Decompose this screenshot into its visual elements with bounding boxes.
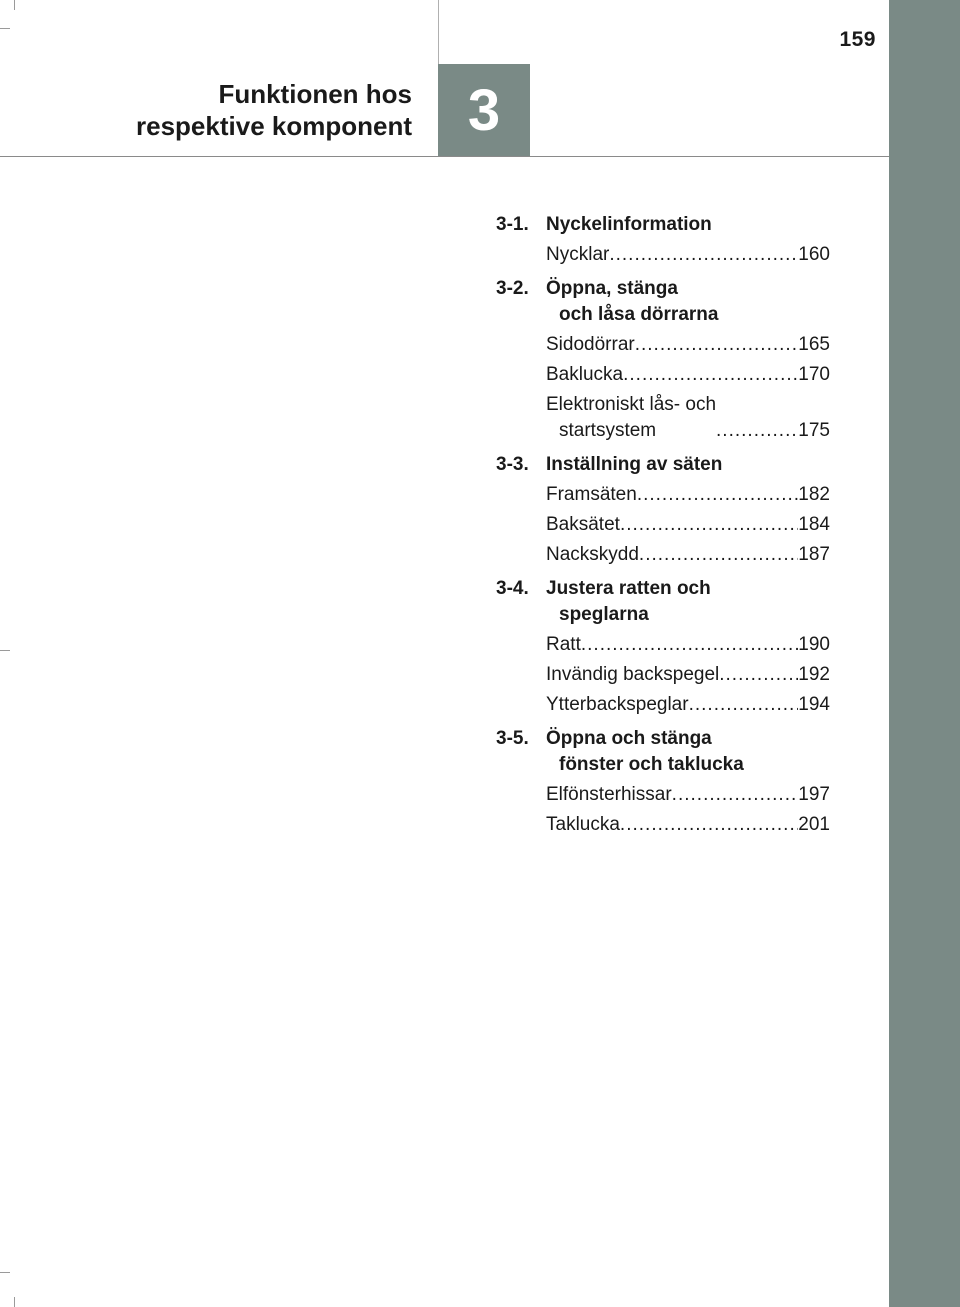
toc-entry-title xyxy=(546,482,637,508)
toc-section-title xyxy=(546,276,830,328)
toc-entry[interactable] xyxy=(546,632,830,658)
toc-entry-title xyxy=(546,662,719,688)
toc-leader-dots xyxy=(620,512,798,538)
crop-mark xyxy=(0,1272,10,1273)
toc-section xyxy=(496,212,830,238)
chapter-title-line: Funktionen hos xyxy=(218,79,412,109)
toc-entry-title-line: Framsäten xyxy=(546,484,637,505)
toc-section-title xyxy=(546,726,830,778)
toc-leader-dots xyxy=(637,482,798,508)
toc-page-number: 201 xyxy=(798,814,830,835)
toc-entry[interactable] xyxy=(546,542,830,568)
toc-section xyxy=(496,726,830,778)
page-number: 159 xyxy=(839,28,876,51)
toc-entry-title xyxy=(546,542,639,568)
toc-page-number: 194 xyxy=(798,694,830,715)
toc-entry-title-line: Invändig backspegel xyxy=(546,664,720,685)
chapter-title xyxy=(136,78,412,142)
toc-page-number: 160 xyxy=(798,244,830,265)
toc-leader-dots xyxy=(639,542,798,568)
toc-entry[interactable] xyxy=(546,662,830,688)
toc-page-number: 187 xyxy=(798,544,830,565)
toc-section-number: 3-4. xyxy=(496,578,529,599)
toc-section-title xyxy=(546,452,830,478)
toc-section-title-line: Inställning av säten xyxy=(546,454,723,475)
toc-entry[interactable] xyxy=(546,512,830,538)
toc-section-title-line: och låsa dörrarna xyxy=(559,304,719,325)
toc-entry[interactable] xyxy=(546,242,830,268)
toc-leader-dots xyxy=(581,632,798,658)
toc-leader-dots xyxy=(716,418,798,444)
toc-section xyxy=(496,276,830,328)
toc-entry-title xyxy=(546,392,716,444)
toc-entry-title-line: Nycklar xyxy=(546,244,610,265)
toc-leader-dots xyxy=(672,782,799,808)
toc-entry-title xyxy=(546,332,635,358)
toc-page-number: 175 xyxy=(798,420,830,441)
toc-section-number: 3-5. xyxy=(496,728,529,749)
toc-entry[interactable] xyxy=(546,692,830,718)
toc-page-number: 192 xyxy=(798,664,830,685)
toc-leader-dots xyxy=(623,362,798,388)
chapter-side-tab xyxy=(889,0,960,1307)
toc-page-number: 170 xyxy=(798,364,830,385)
toc-page-number: 197 xyxy=(798,784,830,805)
toc-entry-title xyxy=(546,782,672,808)
toc-leader-dots xyxy=(689,692,799,718)
toc-leader-dots xyxy=(635,332,799,358)
toc-leader-dots xyxy=(719,662,798,688)
toc-entry[interactable] xyxy=(546,332,830,358)
toc-entry[interactable] xyxy=(546,812,830,838)
toc-entry-title-line: Elektroniskt lås- och xyxy=(546,394,717,415)
crop-mark xyxy=(14,0,15,10)
crop-mark xyxy=(14,1297,15,1307)
toc-entry-title-line: startsystem xyxy=(559,420,657,441)
toc-page-number: 190 xyxy=(798,634,830,655)
toc-entry-title xyxy=(546,632,581,658)
toc-section-title-line: Öppna och stänga xyxy=(546,728,712,749)
toc-section-title xyxy=(546,212,830,238)
toc-entry-title-line: Nackskydd xyxy=(546,544,639,565)
toc-entry[interactable] xyxy=(546,782,830,808)
toc-section-title-line: Nyckelinformation xyxy=(546,214,712,235)
toc-section-title-line: Öppna, stänga xyxy=(546,278,678,299)
toc-entry-title xyxy=(546,692,689,718)
toc-page-number: 184 xyxy=(798,514,830,535)
header-divider-horizontal xyxy=(0,156,889,157)
toc-leader-dots xyxy=(620,812,798,838)
chapter-title-line: respektive komponent xyxy=(136,111,412,141)
toc-section-number: 3-2. xyxy=(496,278,529,299)
toc-section-title xyxy=(546,576,830,628)
toc-entry-title xyxy=(546,512,620,538)
toc-entry-title-line: Elfönsterhissar xyxy=(546,784,672,805)
table-of-contents xyxy=(496,212,830,838)
toc-entry-title-line: Ytterbackspeglar xyxy=(546,694,689,715)
toc-section-title-line: Justera ratten och xyxy=(546,578,711,599)
toc-entry[interactable] xyxy=(546,362,830,388)
toc-leader-dots xyxy=(609,242,798,268)
toc-entry-title-line: Ratt xyxy=(546,634,581,655)
toc-section-number: 3-1. xyxy=(496,214,529,235)
toc-entry-title-line: Taklucka xyxy=(546,814,620,835)
toc-entry[interactable] xyxy=(546,392,830,444)
toc-entry-title-line: Baksätet xyxy=(546,514,620,535)
chapter-number: 3 xyxy=(467,77,501,143)
toc-entry-title xyxy=(546,362,623,388)
toc-section-number: 3-3. xyxy=(496,454,529,475)
toc-section xyxy=(496,576,830,628)
toc-section-title-line: fönster och taklucka xyxy=(559,754,744,775)
toc-page-number: 165 xyxy=(798,334,830,355)
toc-page-number: 182 xyxy=(798,484,830,505)
toc-section-title-line: speglarna xyxy=(559,604,649,625)
toc-entry-title xyxy=(546,812,620,838)
toc-entry-title-line: Sidodörrar xyxy=(546,334,635,355)
toc-entry-title-line: Baklucka xyxy=(546,364,624,385)
header-divider-vertical xyxy=(438,0,439,64)
crop-mark xyxy=(0,28,10,29)
toc-entry-title xyxy=(546,242,609,268)
toc-section xyxy=(496,452,830,478)
crop-mark xyxy=(0,650,10,651)
chapter-number-box xyxy=(438,64,530,156)
toc-entry[interactable] xyxy=(546,482,830,508)
